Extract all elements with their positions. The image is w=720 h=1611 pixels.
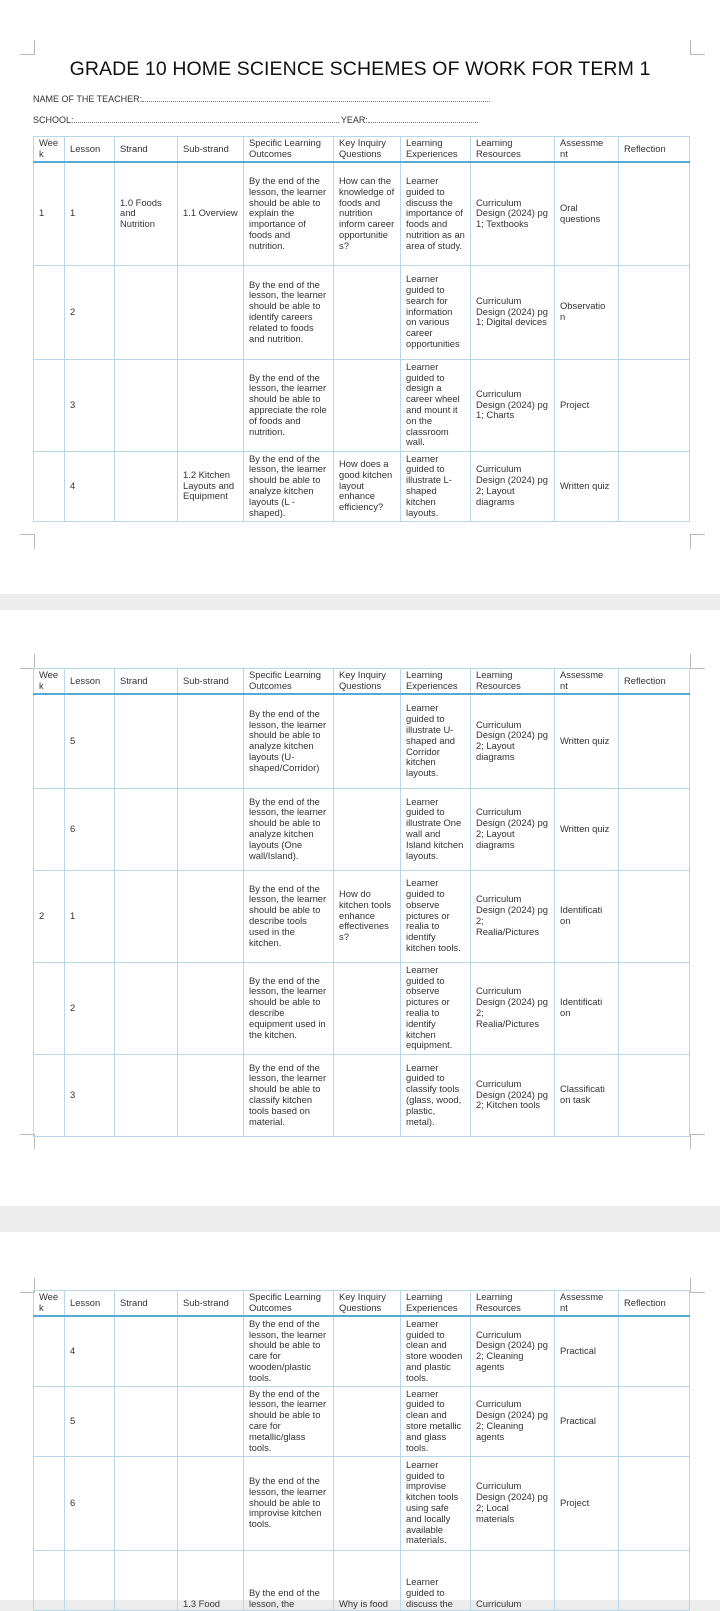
cell-resources: Curriculum Design (2024) pg 2; Local materials — [471, 1456, 555, 1550]
cell-assessment: Project — [555, 1456, 619, 1550]
school-label: SCHOOL: — [33, 115, 74, 125]
header-substrand: Sub-strand — [178, 669, 244, 695]
cell-resources: Curriculum Design (2024) pg 2; Realia/Pictures — [471, 870, 555, 962]
cell-question — [334, 1386, 401, 1456]
cell-outcome: By the end of the lesson, the learner should be able to explain the importance of foods and nutrition. — [244, 162, 334, 265]
cell-question — [334, 1316, 401, 1386]
cell-week — [34, 1054, 65, 1136]
cell-outcome: By the end of the lesson, the learner should be able to describe tools used in the kitchen. — [244, 870, 334, 962]
cell-experience: Learner guided to observe pictures or realia to identify kitchen tools. — [401, 870, 471, 962]
cell-assessment: Written quiz — [555, 788, 619, 870]
cell-substrand — [178, 694, 244, 788]
cell-substrand: 1.1 Overview — [178, 162, 244, 265]
header-lesson: Lesson — [65, 669, 115, 695]
cell-experience: Learner guided to illustrate L-shaped kitchen layouts. — [401, 451, 471, 521]
cell-outcome: By the end of the lesson, the learner should be able to analyze kitchen layouts (U-shaped/Corridor) — [244, 694, 334, 788]
header-reflection: Reflection — [619, 1291, 690, 1317]
document-page-3 — [0, 1232, 720, 1609]
cell-lesson: 5 — [65, 694, 115, 788]
year-fill-line — [368, 115, 478, 123]
table-header-row — [34, 669, 690, 695]
table-row — [34, 1386, 690, 1456]
header-outcomes: Specific Learning Outcomes — [244, 669, 334, 695]
cell-reflection — [619, 1550, 690, 1610]
cell-lesson: 4 — [65, 1316, 115, 1386]
table-row — [34, 451, 690, 521]
cell-lesson: 2 — [65, 962, 115, 1054]
cell-question: How can the knowledge of foods and nutrition inform career opportunitie s? — [334, 162, 401, 265]
header-reflection: Reflection — [619, 669, 690, 695]
header-questions: Key Inquiry Questions — [334, 137, 401, 163]
cell-experience: Learner guided to observe pictures or realia to identify kitchen equipment. — [401, 962, 471, 1054]
cell-reflection — [619, 788, 690, 870]
header-strand: Strand — [115, 137, 178, 163]
cell-substrand — [178, 265, 244, 359]
cell-question — [334, 1456, 401, 1550]
corner-mark — [20, 40, 35, 55]
cell-resources: Curriculum Design (2024) pg 2; Cleaning agents — [471, 1316, 555, 1386]
table-row — [34, 359, 690, 451]
cell-strand — [115, 870, 178, 962]
cell-question — [334, 265, 401, 359]
cell-substrand — [178, 870, 244, 962]
corner-mark — [20, 654, 35, 669]
cell-lesson: 3 — [65, 359, 115, 451]
corner-mark — [690, 534, 705, 549]
scheme-table — [33, 1290, 690, 1611]
header-questions: Key Inquiry Questions — [334, 1291, 401, 1317]
cell-assessment: Observatio n — [555, 265, 619, 359]
cell-strand — [115, 1316, 178, 1386]
table-row — [34, 1456, 690, 1550]
document-page-2 — [0, 610, 720, 1206]
table-row — [34, 870, 690, 962]
school-year-line — [33, 115, 478, 125]
header-resources: Learning Resources — [471, 137, 555, 163]
cell-week: 2 — [34, 870, 65, 962]
cell-reflection — [619, 265, 690, 359]
cell-experience: Learner guided to discuss the — [401, 1550, 471, 1610]
header-resources: Learning Resources — [471, 669, 555, 695]
cell-assessment: Identificati on — [555, 962, 619, 1054]
cell-outcome: By the end of the lesson, the learner should be able to analyze kitchen layouts (One wall/Island). — [244, 788, 334, 870]
cell-experience: Learner guided to illustrate U-shaped and Corridor kitchen layouts. — [401, 694, 471, 788]
cell-reflection — [619, 694, 690, 788]
cell-outcome: By the end of the lesson, the learner should be able to improvise kitchen tools. — [244, 1456, 334, 1550]
cell-experience: Learner guided to clean and store wooden and plastic tools. — [401, 1316, 471, 1386]
cell-week — [34, 1550, 65, 1610]
header-substrand: Sub-strand — [178, 1291, 244, 1317]
corner-mark — [20, 534, 35, 549]
cell-strand — [115, 1054, 178, 1136]
table-row — [34, 1550, 690, 1610]
cell-outcome: By the end of the lesson, the learner should be able to classify kitchen tools based on material. — [244, 1054, 334, 1136]
table-row — [34, 1054, 690, 1136]
cell-reflection — [619, 1316, 690, 1386]
cell-strand — [115, 1386, 178, 1456]
cell-question — [334, 359, 401, 451]
cell-assessment — [555, 1550, 619, 1610]
header-experiences: Learning Experiences — [401, 669, 471, 695]
cell-substrand — [178, 1316, 244, 1386]
cell-substrand — [178, 962, 244, 1054]
cell-lesson: 6 — [65, 788, 115, 870]
cell-assessment: Classificati on task — [555, 1054, 619, 1136]
cell-assessment: Practical — [555, 1386, 619, 1456]
header-strand: Strand — [115, 669, 178, 695]
cell-strand — [115, 451, 178, 521]
cell-experience: Learner guided to clean and store metallic and glass tools. — [401, 1386, 471, 1456]
cell-resources: Curriculum — [471, 1550, 555, 1610]
cell-reflection — [619, 1386, 690, 1456]
cell-strand — [115, 1550, 178, 1610]
teacher-fill-line — [142, 94, 490, 102]
header-experiences: Learning Experiences — [401, 1291, 471, 1317]
cell-outcome: By the end of the lesson, the learner should be able to describe equipment used in the kitchen. — [244, 962, 334, 1054]
table-header-row — [34, 1291, 690, 1317]
header-experiences: Learning Experiences — [401, 137, 471, 163]
cell-week — [34, 788, 65, 870]
corner-mark — [690, 654, 705, 669]
cell-week — [34, 1316, 65, 1386]
cell-question — [334, 962, 401, 1054]
cell-reflection — [619, 1054, 690, 1136]
scheme-table — [33, 136, 690, 522]
cell-week — [34, 694, 65, 788]
table-row — [34, 265, 690, 359]
cell-outcome: By the end of the lesson, the learner should be able to analyze kitchen layouts (L -shaped). — [244, 451, 334, 521]
cell-question — [334, 788, 401, 870]
document-title: GRADE 10 HOME SCIENCE SCHEMES OF WORK FOR TERM 1 — [69, 58, 651, 80]
cell-week: 1 — [34, 162, 65, 265]
cell-reflection — [619, 1456, 690, 1550]
cell-question — [334, 1054, 401, 1136]
cell-experience: Learner guided to search for information on various career opportunities — [401, 265, 471, 359]
table-row — [34, 788, 690, 870]
cell-assessment: Project — [555, 359, 619, 451]
header-strand: Strand — [115, 1291, 178, 1317]
cell-question: Why is food — [334, 1550, 401, 1610]
cell-outcome: By the end of the lesson, the learner should be able to care for metallic/glass tools. — [244, 1386, 334, 1456]
cell-substrand — [178, 1054, 244, 1136]
cell-strand — [115, 359, 178, 451]
cell-substrand — [178, 359, 244, 451]
header-resources: Learning Resources — [471, 1291, 555, 1317]
cell-substrand — [178, 1386, 244, 1456]
cell-resources: Curriculum Design (2024) pg 2; Layout diagrams — [471, 451, 555, 521]
teacher-name-line — [33, 94, 490, 104]
cell-resources: Curriculum Design (2024) pg 2; Layout diagrams — [471, 788, 555, 870]
cell-week — [34, 1456, 65, 1550]
table-header-row — [34, 137, 690, 163]
cell-question — [334, 694, 401, 788]
cell-week — [34, 962, 65, 1054]
cell-strand — [115, 694, 178, 788]
header-substrand: Sub-strand — [178, 137, 244, 163]
cell-resources: Curriculum Design (2024) pg 1; Digital devices — [471, 265, 555, 359]
header-week: Wee k — [34, 1291, 65, 1317]
cell-week — [34, 359, 65, 451]
cell-resources: Curriculum Design (2024) pg 1; Charts — [471, 359, 555, 451]
cell-strand — [115, 788, 178, 870]
header-assessment: Assessme nt — [555, 137, 619, 163]
header-lesson: Lesson — [65, 137, 115, 163]
cell-resources: Curriculum Design (2024) pg 2; Layout diagrams — [471, 694, 555, 788]
cell-reflection — [619, 162, 690, 265]
cell-reflection — [619, 962, 690, 1054]
cell-reflection — [619, 359, 690, 451]
header-week: Wee k — [34, 669, 65, 695]
cell-lesson — [65, 1550, 115, 1610]
cell-strand — [115, 1456, 178, 1550]
table-row — [34, 962, 690, 1054]
cell-resources: Curriculum Design (2024) pg 2; Cleaning agents — [471, 1386, 555, 1456]
school-fill-line — [74, 115, 339, 123]
cell-strand — [115, 962, 178, 1054]
cell-outcome: By the end of the lesson, the — [244, 1550, 334, 1610]
cell-experience: Learner guided to classify tools (glass, wood, plastic, metal). — [401, 1054, 471, 1136]
cell-substrand: 1.3 Food — [178, 1550, 244, 1610]
header-lesson: Lesson — [65, 1291, 115, 1317]
scheme-table — [33, 668, 690, 1137]
cell-question: How does a good kitchen layout enhance efficiency? — [334, 451, 401, 521]
cell-experience: Learner guided to discuss the importance of foods and nutrition as an area of study. — [401, 162, 471, 265]
cell-strand — [115, 265, 178, 359]
cell-lesson: 1 — [65, 870, 115, 962]
cell-strand: 1.0 Foods and Nutrition — [115, 162, 178, 265]
cell-lesson: 3 — [65, 1054, 115, 1136]
header-assessment: Assessme nt — [555, 1291, 619, 1317]
cell-assessment: Written quiz — [555, 451, 619, 521]
cell-assessment: Written quiz — [555, 694, 619, 788]
header-questions: Key Inquiry Questions — [334, 669, 401, 695]
header-reflection: Reflection — [619, 137, 690, 163]
corner-mark — [690, 1278, 705, 1293]
year-label: YEAR: — [340, 115, 368, 125]
corner-mark — [690, 40, 705, 55]
cell-week — [34, 265, 65, 359]
cell-assessment: Oral questions — [555, 162, 619, 265]
document-page-1 — [0, 0, 720, 594]
cell-question: How do kitchen tools enhance effectivenes s? — [334, 870, 401, 962]
cell-lesson: 6 — [65, 1456, 115, 1550]
table-row — [34, 1316, 690, 1386]
teacher-label: NAME OF THE TEACHER: — [33, 94, 143, 104]
cell-experience: Learner guided to illustrate One wall and Island kitchen layouts. — [401, 788, 471, 870]
cell-week — [34, 451, 65, 521]
cell-lesson: 2 — [65, 265, 115, 359]
cell-resources: Curriculum Design (2024) pg 2; Realia/Pictures — [471, 962, 555, 1054]
cell-outcome: By the end of the lesson, the learner should be able to identify careers related to foods and nutrition. — [244, 265, 334, 359]
cell-experience: Learner guided to improvise kitchen tools using safe and locally available materials. — [401, 1456, 471, 1550]
cell-substrand — [178, 1456, 244, 1550]
cell-resources: Curriculum Design (2024) pg 1; Textbooks — [471, 162, 555, 265]
cell-reflection — [619, 451, 690, 521]
cell-outcome: By the end of the lesson, the learner should be able to care for wooden/plastic tools. — [244, 1316, 334, 1386]
header-outcomes: Specific Learning Outcomes — [244, 137, 334, 163]
table-row — [34, 162, 690, 265]
cell-week — [34, 1386, 65, 1456]
table-row — [34, 694, 690, 788]
cell-resources: Curriculum Design (2024) pg 2; Kitchen tools — [471, 1054, 555, 1136]
cell-outcome: By the end of the lesson, the learner should be able to appreciate the role of foods and nutrition. — [244, 359, 334, 451]
header-week: Wee k — [34, 137, 65, 163]
header-assessment: Assessme nt — [555, 669, 619, 695]
cell-lesson: 1 — [65, 162, 115, 265]
cell-substrand: 1.2 Kitchen Layouts and Equipment — [178, 451, 244, 521]
cell-substrand — [178, 788, 244, 870]
cell-lesson: 4 — [65, 451, 115, 521]
cell-experience: Learner guided to design a career wheel and mount it on the classroom wall. — [401, 359, 471, 451]
cell-reflection — [619, 870, 690, 962]
cell-lesson: 5 — [65, 1386, 115, 1456]
header-outcomes: Specific Learning Outcomes — [244, 1291, 334, 1317]
cell-assessment: Practical — [555, 1316, 619, 1386]
cell-assessment: Identificati on — [555, 870, 619, 962]
corner-mark — [690, 1134, 705, 1149]
